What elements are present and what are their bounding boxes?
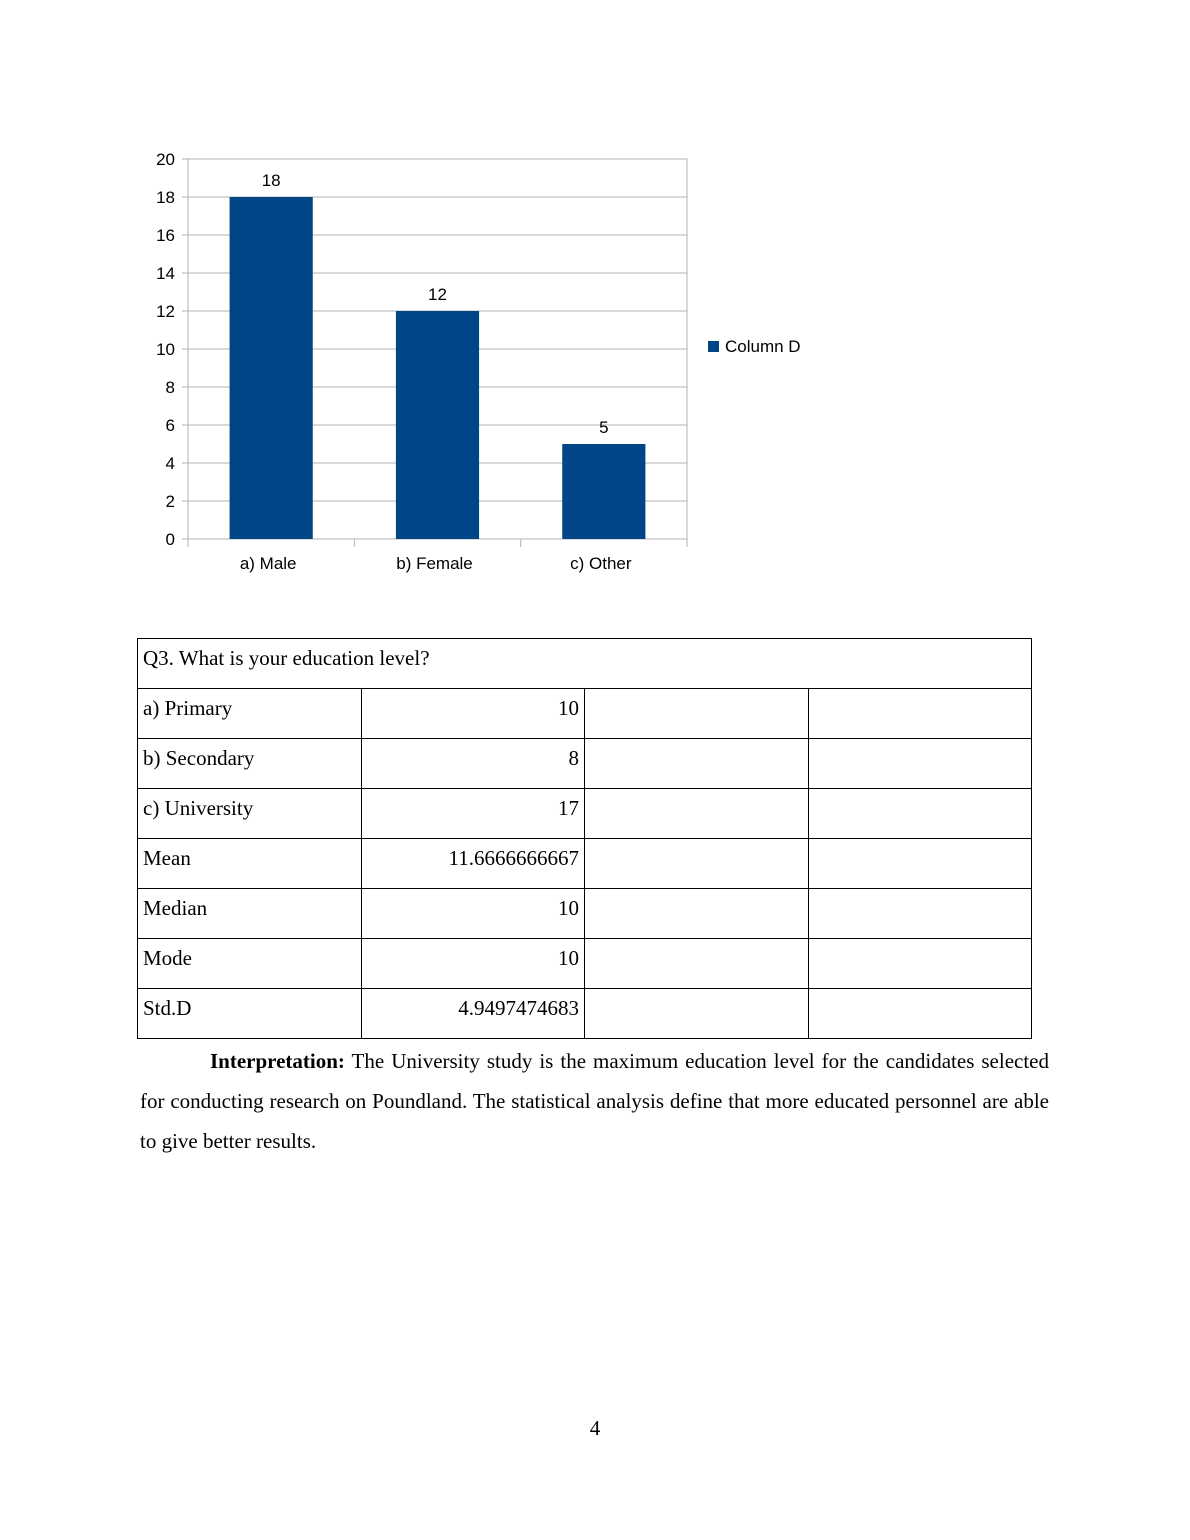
empty-cell [808,839,1032,889]
y-tick-label: 2 [165,492,175,511]
table-row [138,839,1032,889]
empty-cell [808,689,1032,739]
row-value: 4.9497474683 [361,989,585,1039]
row-value: 8 [361,739,585,789]
row-label: Mean [138,839,362,889]
table-row [138,739,1032,789]
empty-cell [808,889,1032,939]
bar [230,197,313,539]
table-row [138,789,1032,839]
row-value: 11.6666666667 [361,839,585,889]
empty-cell [585,689,809,739]
row-label: Mode [138,939,362,989]
row-label: c) University [138,789,362,839]
y-tick-label: 12 [156,302,175,321]
legend-swatch [708,341,719,352]
empty-cell [585,739,809,789]
table-header-row [138,639,1032,689]
interpretation-heading: Interpretation: [210,1049,345,1073]
question-cell: Q3. What is your education level? [138,639,1032,689]
y-tick-label: 16 [156,226,175,245]
empty-cell [808,989,1032,1039]
y-tick-label: 0 [165,530,175,549]
row-value: 10 [361,689,585,739]
row-label: Median [138,889,362,939]
y-tick-label: 6 [165,416,175,435]
empty-cell [585,839,809,889]
table-row [138,889,1032,939]
legend-label: Column D [725,337,801,356]
empty-cell [808,789,1032,839]
empty-cell [808,939,1032,989]
data-label: 12 [428,285,447,304]
row-label: Std.D [138,989,362,1039]
y-tick-label: 20 [156,150,175,169]
empty-cell [808,739,1032,789]
empty-cell [585,789,809,839]
y-tick-label: 14 [156,264,175,283]
row-value: 10 [361,889,585,939]
empty-cell [585,989,809,1039]
empty-cell [585,889,809,939]
y-tick-label: 4 [165,454,175,473]
page-number: 4 [589,1416,601,1440]
data-label: 18 [261,171,281,190]
interpretation-text: The University study is the maximum education level for the candidates selected for conducting research on Poundland. The statistical analysis define that more educated personnel are able to give better results. [140,1049,1049,1153]
empty-cell [585,939,809,989]
row-value: 10 [361,939,585,989]
bar-chart [140,140,840,590]
row-label: a) Primary [138,689,362,739]
x-tick-label: c) Other [570,554,632,573]
bar [562,444,645,539]
x-tick-label: a) Male [239,554,297,573]
table-row [138,939,1032,989]
row-value: 17 [361,789,585,839]
interpretation-paragraph [140,1041,1049,1161]
data-label: 5 [599,418,609,437]
table-row [138,689,1032,739]
x-tick-label: b) Female [396,554,473,573]
table-row [138,989,1032,1039]
y-tick-label: 8 [165,378,175,397]
education-level-table [137,638,1032,1039]
y-tick-label: 10 [156,340,175,359]
bar [396,311,479,539]
row-label: b) Secondary [138,739,362,789]
y-tick-label: 18 [156,188,175,207]
